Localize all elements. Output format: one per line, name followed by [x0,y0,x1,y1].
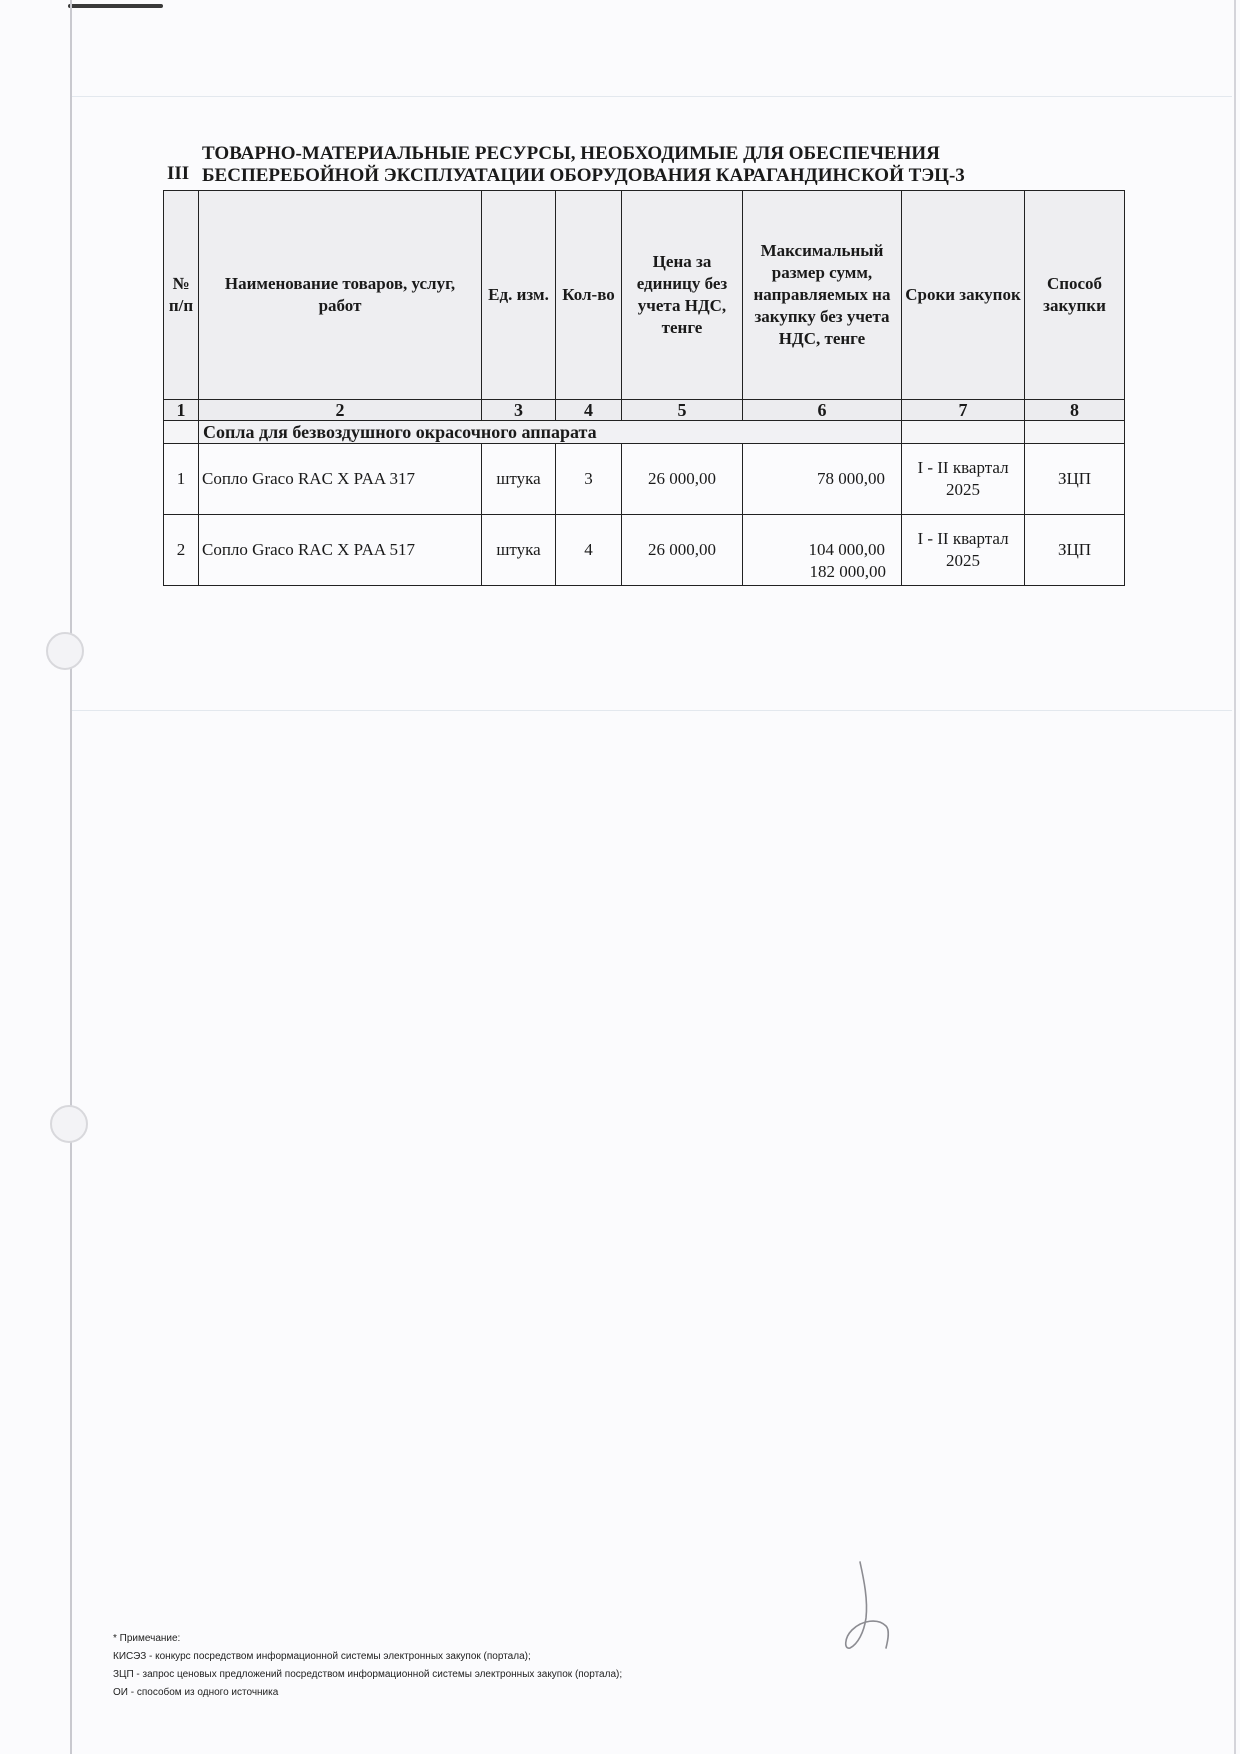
column-header: Способ закупки [1025,191,1125,400]
punch-hole [50,1105,88,1143]
column-number: 2 [199,400,482,421]
group-row [164,421,1125,444]
table-row [164,444,1125,515]
item-quantity: 3 [556,444,622,515]
item-price: 26 000,00 [622,515,743,586]
footnote [113,1630,913,1702]
section-title [202,143,1102,187]
footnote-line: ЗЦП - запрос ценовых предложений посредством информационной системы электронных закупок (портала); [113,1669,623,1680]
item-method: ЗЦП [1025,444,1125,515]
column-number: 5 [622,400,743,421]
column-header: Ед. изм. [482,191,556,400]
column-number: 7 [902,400,1025,421]
column-header: Сроки закупок [902,191,1025,400]
column-header: Кол-во [556,191,622,400]
section-number: III [167,163,190,184]
item-period: I - II квартал 2025 [902,515,1025,586]
column-number: 1 [164,400,199,421]
item-sum: 78 000,00 [743,444,902,515]
item-method: ЗЦП [1025,515,1125,586]
column-number: 6 [743,400,902,421]
column-number: 4 [556,400,622,421]
group-title: Сопла для безвоздушного окрасочного аппарата [199,421,902,444]
item-name: Сопло Graco RAC X PAA 517 [199,515,482,586]
section-title-line: БЕСПЕРЕБОЙНОЙ ЭКСПЛУАТАЦИИ ОБОРУДОВАНИЯ КАРАГАНДИНСКОЙ ТЭЦ-3 [202,165,965,186]
page-edge-right [1234,0,1236,1754]
item-name: Сопло Graco RAC X PAA 317 [199,444,482,515]
item-unit: штука [482,515,556,586]
footnote-line: КИСЭЗ - конкурс посредством информационной системы электронных закупок (портала); [113,1651,531,1662]
row-number: 2 [164,515,199,586]
column-header: Наименование товаров, услуг, работ [199,191,482,400]
column-header: Цена за единицу без учета НДС, тенге [622,191,743,400]
table-cell [1025,421,1125,444]
punch-hole [46,632,84,670]
total-sum: 182 000,00 [809,562,886,581]
section-title-line: ТОВАРНО-МАТЕРИАЛЬНЫЕ РЕСУРСЫ, НЕОБХОДИМЫЕ ДЛЯ ОБЕСПЕЧЕНИЯ [202,143,940,164]
footnote-line: ОИ - способом из одного источника [113,1687,279,1698]
ruled-line [72,96,1232,97]
item-sum: 104 000,00 [743,515,902,586]
procurement-table [163,190,1125,586]
table-header-row [164,191,1125,400]
item-quantity: 4 [556,515,622,586]
column-number: 8 [1025,400,1125,421]
column-number-row [164,400,1125,421]
table-cell [902,421,1025,444]
column-header: Максимальный размер сумм, направляемых на закупку без учета НДС, тенге [743,191,902,400]
column-number: 3 [482,400,556,421]
page-fold-line [70,0,72,1754]
item-unit: штука [482,444,556,515]
scan-artifact [68,4,163,8]
row-number: 1 [164,444,199,515]
column-header: № п/п [164,191,199,400]
table-row [164,515,1125,586]
item-price: 26 000,00 [622,444,743,515]
item-period: I - II квартал 2025 [902,444,1025,515]
footnote-heading: * Примечание: [113,1633,181,1644]
table-cell [164,421,199,444]
ruled-line [72,710,1232,711]
